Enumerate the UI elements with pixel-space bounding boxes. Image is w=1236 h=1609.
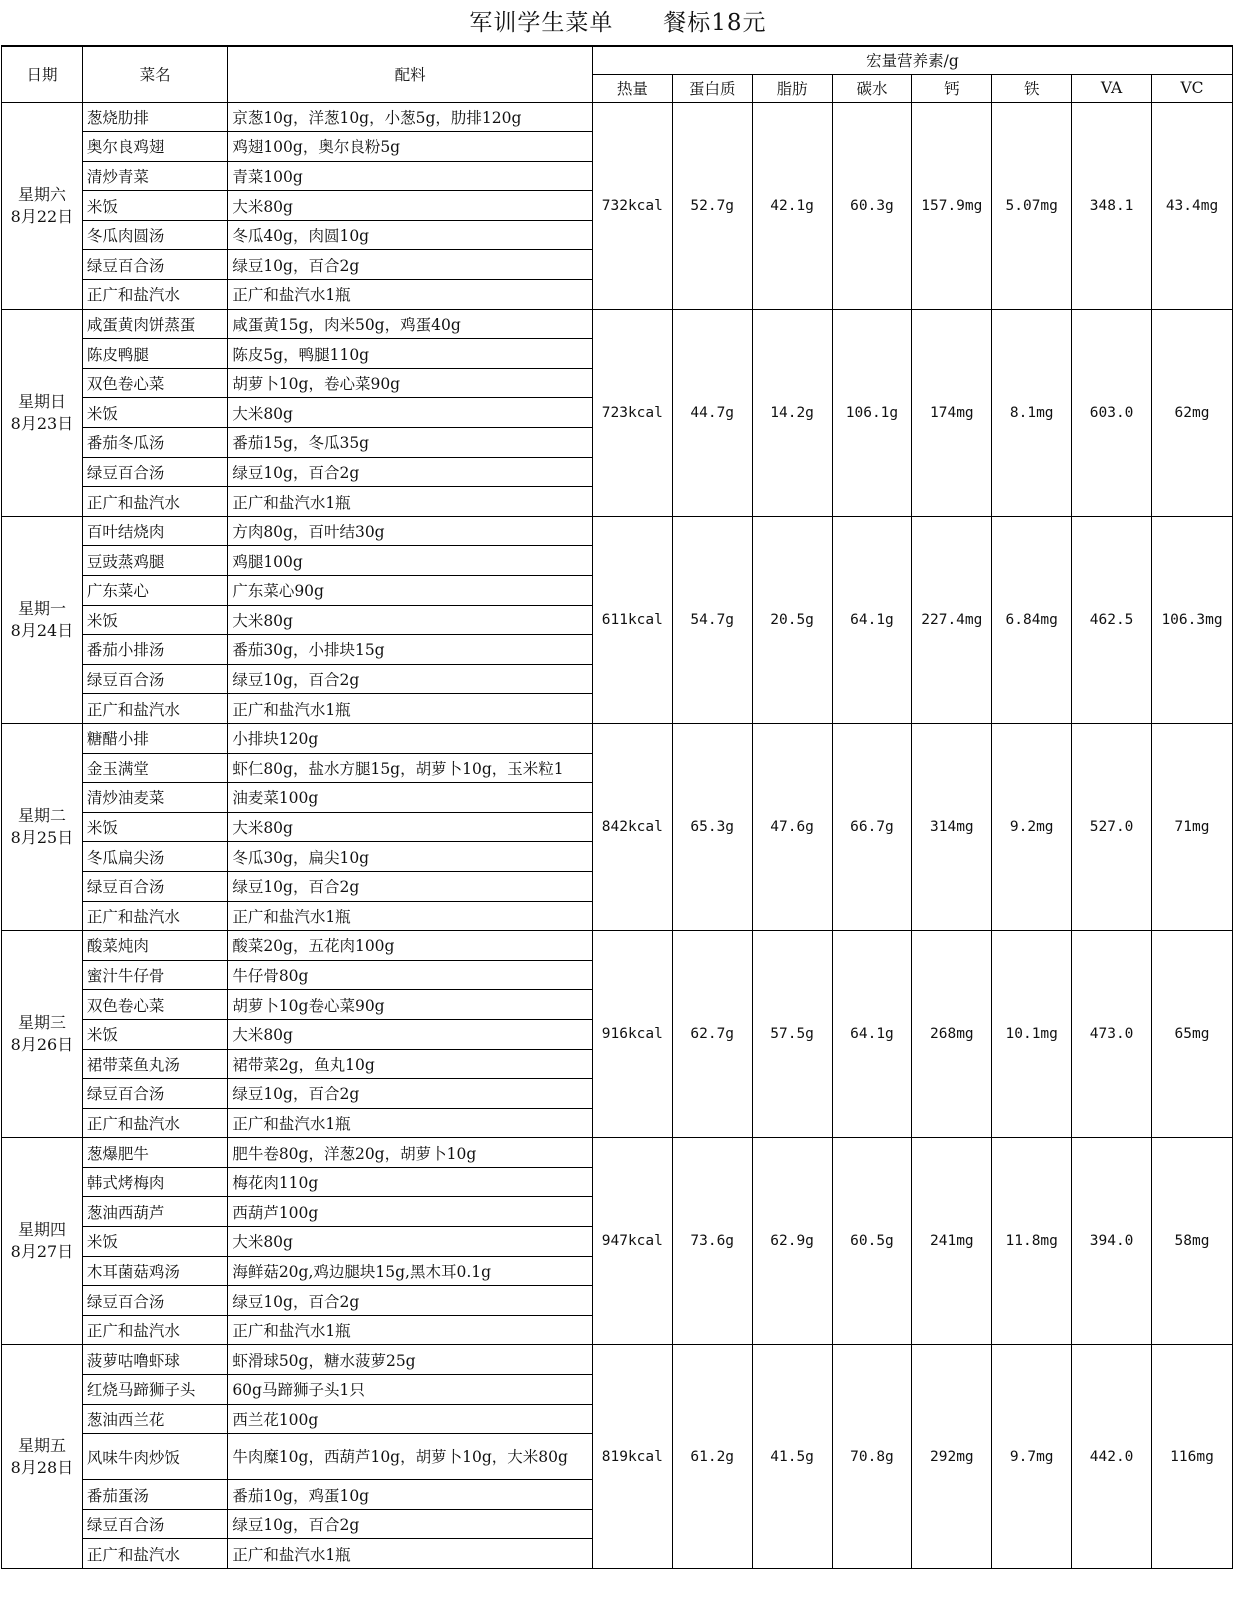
- date-label: 8月22日: [10, 206, 74, 226]
- dish-name-cell: 米饭: [82, 398, 227, 428]
- nutrient-value-cell: 116mg: [1152, 1345, 1233, 1569]
- page-title: 军训学生菜单 餐标18元: [469, 10, 767, 36]
- nutrient-value-cell: 60.5g: [832, 1138, 912, 1345]
- ingredients-cell: 鸡腿100g: [228, 546, 593, 576]
- nutrient-value-cell: 947kcal: [592, 1138, 672, 1345]
- ingredients-cell: 油麦菜100g: [228, 783, 593, 813]
- nutrient-value-cell: 227.4mg: [912, 516, 992, 723]
- ingredients-cell: 大米80g: [228, 1227, 593, 1257]
- date-label: 8月25日: [10, 828, 74, 848]
- ingredients-cell: 正广和盐汽水1瓶: [228, 1108, 593, 1138]
- ingredients-cell: 大米80g: [228, 605, 593, 635]
- nutrient-value-cell: 819kcal: [592, 1345, 672, 1569]
- nutrient-value-cell: 5.07mg: [992, 102, 1072, 309]
- nutrient-value-cell: 43.4mg: [1152, 102, 1233, 309]
- nutrient-value-cell: 62.9g: [752, 1138, 832, 1345]
- ingredients-cell: 酸菜20g，五花肉100g: [228, 931, 593, 961]
- ingredients-cell: 番茄30g，小排块15g: [228, 635, 593, 665]
- nutrient-value-cell: 314mg: [912, 723, 992, 930]
- ingredients-cell: 鸡翅100g，奥尔良粉5g: [228, 132, 593, 162]
- ingredients-cell: 正广和盐汽水1瓶: [228, 280, 593, 310]
- ingredients-cell: 大米80g: [228, 398, 593, 428]
- ingredients-cell: 绿豆10g，百合2g: [228, 871, 593, 901]
- nutrient-value-cell: 462.5: [1072, 516, 1152, 723]
- nutrient-value-cell: 65.3g: [672, 723, 752, 930]
- ingredients-cell: 海鲜菇20g,鸡边腿块15g,黑木耳0.1g: [228, 1256, 593, 1286]
- ingredients-cell: 西兰花100g: [228, 1404, 593, 1434]
- day-date-cell: [2, 723, 83, 930]
- weekday-label: 星期五: [17, 1435, 66, 1455]
- nutrient-value-cell: 65mg: [1152, 931, 1233, 1138]
- header-nutrient: 钙: [912, 74, 992, 102]
- nutrient-value-cell: 47.6g: [752, 723, 832, 930]
- ingredients-cell: 虾滑球50g，糖水菠萝25g: [228, 1345, 593, 1375]
- dish-name-cell: 米饭: [82, 191, 227, 221]
- nutrient-value-cell: 71mg: [1152, 723, 1233, 930]
- weekday-label: 星期四: [17, 1220, 66, 1240]
- day-date-cell: [2, 516, 83, 723]
- ingredients-cell: 裙带菜2g，鱼丸10g: [228, 1049, 593, 1079]
- header-nutrient: VA: [1072, 74, 1152, 102]
- ingredients-cell: 陈皮5g，鸭腿110g: [228, 339, 593, 369]
- nutrient-value-cell: 64.1g: [832, 931, 912, 1138]
- nutrient-value-cell: 174mg: [912, 309, 992, 516]
- nutrient-value-cell: 70.8g: [832, 1345, 912, 1569]
- nutrient-value-cell: 473.0: [1072, 931, 1152, 1138]
- day-date-cell: [2, 1345, 83, 1569]
- nutrient-value-cell: 20.5g: [752, 516, 832, 723]
- dish-name-cell: 咸蛋黄肉饼蒸蛋: [82, 309, 227, 339]
- dish-name-cell: 米饭: [82, 1019, 227, 1049]
- nutrient-value-cell: 292mg: [912, 1345, 992, 1569]
- date-label: 8月23日: [10, 413, 74, 433]
- header-date: 日期: [2, 46, 83, 102]
- dish-name-cell: 红烧马蹄狮子头: [82, 1375, 227, 1405]
- dish-name-cell: 葱油西葫芦: [82, 1197, 227, 1227]
- dish-name-cell: 正广和盐汽水: [82, 280, 227, 310]
- ingredients-cell: 正广和盐汽水1瓶: [228, 1315, 593, 1345]
- dish-name-cell: 陈皮鸭腿: [82, 339, 227, 369]
- nutrient-value-cell: 394.0: [1072, 1138, 1152, 1345]
- nutrient-value-cell: 241mg: [912, 1138, 992, 1345]
- nutrient-value-cell: 603.0: [1072, 309, 1152, 516]
- dish-name-cell: 酸菜炖肉: [82, 931, 227, 961]
- table-row: [2, 309, 1233, 339]
- ingredients-cell: 牛仔骨80g: [228, 960, 593, 990]
- nutrient-value-cell: 44.7g: [672, 309, 752, 516]
- ingredients-cell: 西葫芦100g: [228, 1197, 593, 1227]
- dish-name-cell: 绿豆百合汤: [82, 1509, 227, 1539]
- ingredients-cell: 绿豆10g，百合2g: [228, 664, 593, 694]
- ingredients-cell: 绿豆10g，百合2g: [228, 250, 593, 280]
- dish-name-cell: 葱油西兰花: [82, 1404, 227, 1434]
- nutrient-value-cell: 62mg: [1152, 309, 1233, 516]
- header-nutrients-group: 宏量营养素/g: [592, 46, 1232, 74]
- nutrient-value-cell: 442.0: [1072, 1345, 1152, 1569]
- dish-name-cell: 风味牛肉炒饭: [82, 1434, 227, 1480]
- header-ingredients: 配料: [228, 46, 593, 102]
- weekday-label: 星期二: [17, 806, 66, 826]
- dish-name-cell: 绿豆百合汤: [82, 664, 227, 694]
- dish-name-cell: 番茄蛋汤: [82, 1480, 227, 1510]
- dish-name-cell: 双色卷心菜: [82, 368, 227, 398]
- nutrient-value-cell: 611kcal: [592, 516, 672, 723]
- ingredients-cell: 大米80g: [228, 191, 593, 221]
- nutrient-value-cell: 41.5g: [752, 1345, 832, 1569]
- nutrient-value-cell: 58mg: [1152, 1138, 1233, 1345]
- dish-name-cell: 绿豆百合汤: [82, 457, 227, 487]
- ingredients-cell: 胡萝卜10g，卷心菜90g: [228, 368, 593, 398]
- dish-name-cell: 正广和盐汽水: [82, 1539, 227, 1569]
- dish-name-cell: 正广和盐汽水: [82, 1315, 227, 1345]
- dish-name-cell: 菠萝咕噜虾球: [82, 1345, 227, 1375]
- dish-name-cell: 清炒油麦菜: [82, 783, 227, 813]
- ingredients-cell: 广东菜心90g: [228, 576, 593, 606]
- nutrient-value-cell: 54.7g: [672, 516, 752, 723]
- dish-name-cell: 金玉满堂: [82, 753, 227, 783]
- ingredients-cell: 正广和盐汽水1瓶: [228, 487, 593, 517]
- weekday-label: 星期日: [17, 391, 66, 411]
- ingredients-cell: 肥牛卷80g，洋葱20g，胡萝卜10g: [228, 1138, 593, 1168]
- header-nutrient: 碳水: [832, 74, 912, 102]
- date-label: 8月24日: [10, 620, 74, 640]
- nutrient-value-cell: 9.2mg: [992, 723, 1072, 930]
- table-row: [2, 723, 1233, 753]
- nutrient-value-cell: 64.1g: [832, 516, 912, 723]
- dish-name-cell: 豆豉蒸鸡腿: [82, 546, 227, 576]
- nutrient-value-cell: 723kcal: [592, 309, 672, 516]
- menu-body: [2, 102, 1233, 1569]
- menu-table: [1, 45, 1233, 1569]
- weekday-label: 星期六: [17, 184, 66, 204]
- dish-name-cell: 糖醋小排: [82, 723, 227, 753]
- header-nutrient: 铁: [992, 74, 1072, 102]
- table-row: [2, 516, 1233, 546]
- ingredients-cell: 咸蛋黄15g，肉米50g，鸡蛋40g: [228, 309, 593, 339]
- dish-name-cell: 裙带菜鱼丸汤: [82, 1049, 227, 1079]
- dish-name-cell: 韩式烤梅肉: [82, 1167, 227, 1197]
- dish-name-cell: 绿豆百合汤: [82, 250, 227, 280]
- dish-name-cell: 米饭: [82, 1227, 227, 1257]
- weekday-label: 星期三: [17, 1013, 66, 1033]
- table-row: [2, 102, 1233, 132]
- dish-name-cell: 冬瓜肉圆汤: [82, 220, 227, 250]
- header-nutrient: 热量: [592, 74, 672, 102]
- ingredients-cell: 正广和盐汽水1瓶: [228, 901, 593, 931]
- dish-name-cell: 木耳菌菇鸡汤: [82, 1256, 227, 1286]
- dish-name-cell: 广东菜心: [82, 576, 227, 606]
- nutrient-value-cell: 106.1g: [832, 309, 912, 516]
- ingredients-cell: 大米80g: [228, 812, 593, 842]
- table-row: [2, 931, 1233, 961]
- ingredients-cell: 60g马蹄狮子头1只: [228, 1375, 593, 1405]
- nutrient-value-cell: 916kcal: [592, 931, 672, 1138]
- nutrient-value-cell: 52.7g: [672, 102, 752, 309]
- dish-name-cell: 番茄小排汤: [82, 635, 227, 665]
- nutrient-value-cell: 66.7g: [832, 723, 912, 930]
- table-row: [2, 1138, 1233, 1168]
- ingredients-cell: 青菜100g: [228, 161, 593, 191]
- table-row: [2, 1345, 1233, 1375]
- nutrient-value-cell: 42.1g: [752, 102, 832, 309]
- ingredients-cell: 正广和盐汽水1瓶: [228, 1539, 593, 1569]
- weekday-label: 星期一: [17, 598, 66, 618]
- dish-name-cell: 绿豆百合汤: [82, 871, 227, 901]
- ingredients-cell: 番茄15g，冬瓜35g: [228, 428, 593, 458]
- ingredients-cell: 大米80g: [228, 1019, 593, 1049]
- dish-name-cell: 正广和盐汽水: [82, 1108, 227, 1138]
- ingredients-cell: 小排块120g: [228, 723, 593, 753]
- dish-name-cell: 百叶结烧肉: [82, 516, 227, 546]
- nutrient-value-cell: 157.9mg: [912, 102, 992, 309]
- day-date-cell: [2, 309, 83, 516]
- nutrient-value-cell: 57.5g: [752, 931, 832, 1138]
- day-date-cell: [2, 1138, 83, 1345]
- date-label: 8月26日: [10, 1035, 74, 1055]
- ingredients-cell: 虾仁80g，盐水方腿15g，胡萝卜10g，玉米粒1: [228, 753, 593, 783]
- date-label: 8月27日: [10, 1242, 74, 1262]
- nutrient-value-cell: 10.1mg: [992, 931, 1072, 1138]
- ingredients-cell: 绿豆10g，百合2g: [228, 457, 593, 487]
- dish-name-cell: 冬瓜扁尖汤: [82, 842, 227, 872]
- dish-name-cell: 奥尔良鸡翅: [82, 132, 227, 162]
- nutrient-value-cell: 8.1mg: [992, 309, 1072, 516]
- dish-name-cell: 清炒青菜: [82, 161, 227, 191]
- nutrient-value-cell: 268mg: [912, 931, 992, 1138]
- nutrient-value-cell: 106.3mg: [1152, 516, 1233, 723]
- ingredients-cell: 正广和盐汽水1瓶: [228, 694, 593, 724]
- header-nutrient: 蛋白质: [672, 74, 752, 102]
- nutrient-value-cell: 842kcal: [592, 723, 672, 930]
- dish-name-cell: 葱烧肋排: [82, 102, 227, 132]
- ingredients-cell: 牛肉糜10g，西葫芦10g，胡萝卜10g，大米80g: [228, 1434, 593, 1480]
- ingredients-cell: 番茄10g，鸡蛋10g: [228, 1480, 593, 1510]
- ingredients-cell: 冬瓜30g，扁尖10g: [228, 842, 593, 872]
- nutrient-value-cell: 9.7mg: [992, 1345, 1072, 1569]
- header-dish: 菜名: [82, 46, 227, 102]
- dish-name-cell: 正广和盐汽水: [82, 694, 227, 724]
- ingredients-cell: 冬瓜40g，肉圆10g: [228, 220, 593, 250]
- nutrient-value-cell: 11.8mg: [992, 1138, 1072, 1345]
- nutrient-value-cell: 62.7g: [672, 931, 752, 1138]
- dish-name-cell: 米饭: [82, 812, 227, 842]
- ingredients-cell: 绿豆10g，百合2g: [228, 1509, 593, 1539]
- nutrient-value-cell: 348.1: [1072, 102, 1152, 309]
- dish-name-cell: 正广和盐汽水: [82, 487, 227, 517]
- header-nutrient: 脂肪: [752, 74, 832, 102]
- dish-name-cell: 米饭: [82, 605, 227, 635]
- ingredients-cell: 方肉80g，百叶结30g: [228, 516, 593, 546]
- header-nutrient: VC: [1152, 74, 1233, 102]
- nutrient-value-cell: 14.2g: [752, 309, 832, 516]
- nutrient-value-cell: 732kcal: [592, 102, 672, 309]
- nutrient-value-cell: 527.0: [1072, 723, 1152, 930]
- dish-name-cell: 双色卷心菜: [82, 990, 227, 1020]
- ingredients-cell: 绿豆10g，百合2g: [228, 1286, 593, 1316]
- ingredients-cell: 京葱10g，洋葱10g，小葱5g，肋排120g: [228, 102, 593, 132]
- ingredients-cell: 梅花肉110g: [228, 1167, 593, 1197]
- date-label: 8月28日: [10, 1457, 74, 1477]
- dish-name-cell: 绿豆百合汤: [82, 1079, 227, 1109]
- nutrient-value-cell: 6.84mg: [992, 516, 1072, 723]
- ingredients-cell: 胡萝卜10g卷心菜90g: [228, 990, 593, 1020]
- dish-name-cell: 蜜汁牛仔骨: [82, 960, 227, 990]
- dish-name-cell: 葱爆肥牛: [82, 1138, 227, 1168]
- dish-name-cell: 番茄冬瓜汤: [82, 428, 227, 458]
- dish-name-cell: 绿豆百合汤: [82, 1286, 227, 1316]
- day-date-cell: [2, 931, 83, 1138]
- nutrient-value-cell: 60.3g: [832, 102, 912, 309]
- dish-name-cell: 正广和盐汽水: [82, 901, 227, 931]
- ingredients-cell: 绿豆10g，百合2g: [228, 1079, 593, 1109]
- nutrient-value-cell: 73.6g: [672, 1138, 752, 1345]
- day-date-cell: [2, 102, 83, 309]
- nutrient-value-cell: 61.2g: [672, 1345, 752, 1569]
